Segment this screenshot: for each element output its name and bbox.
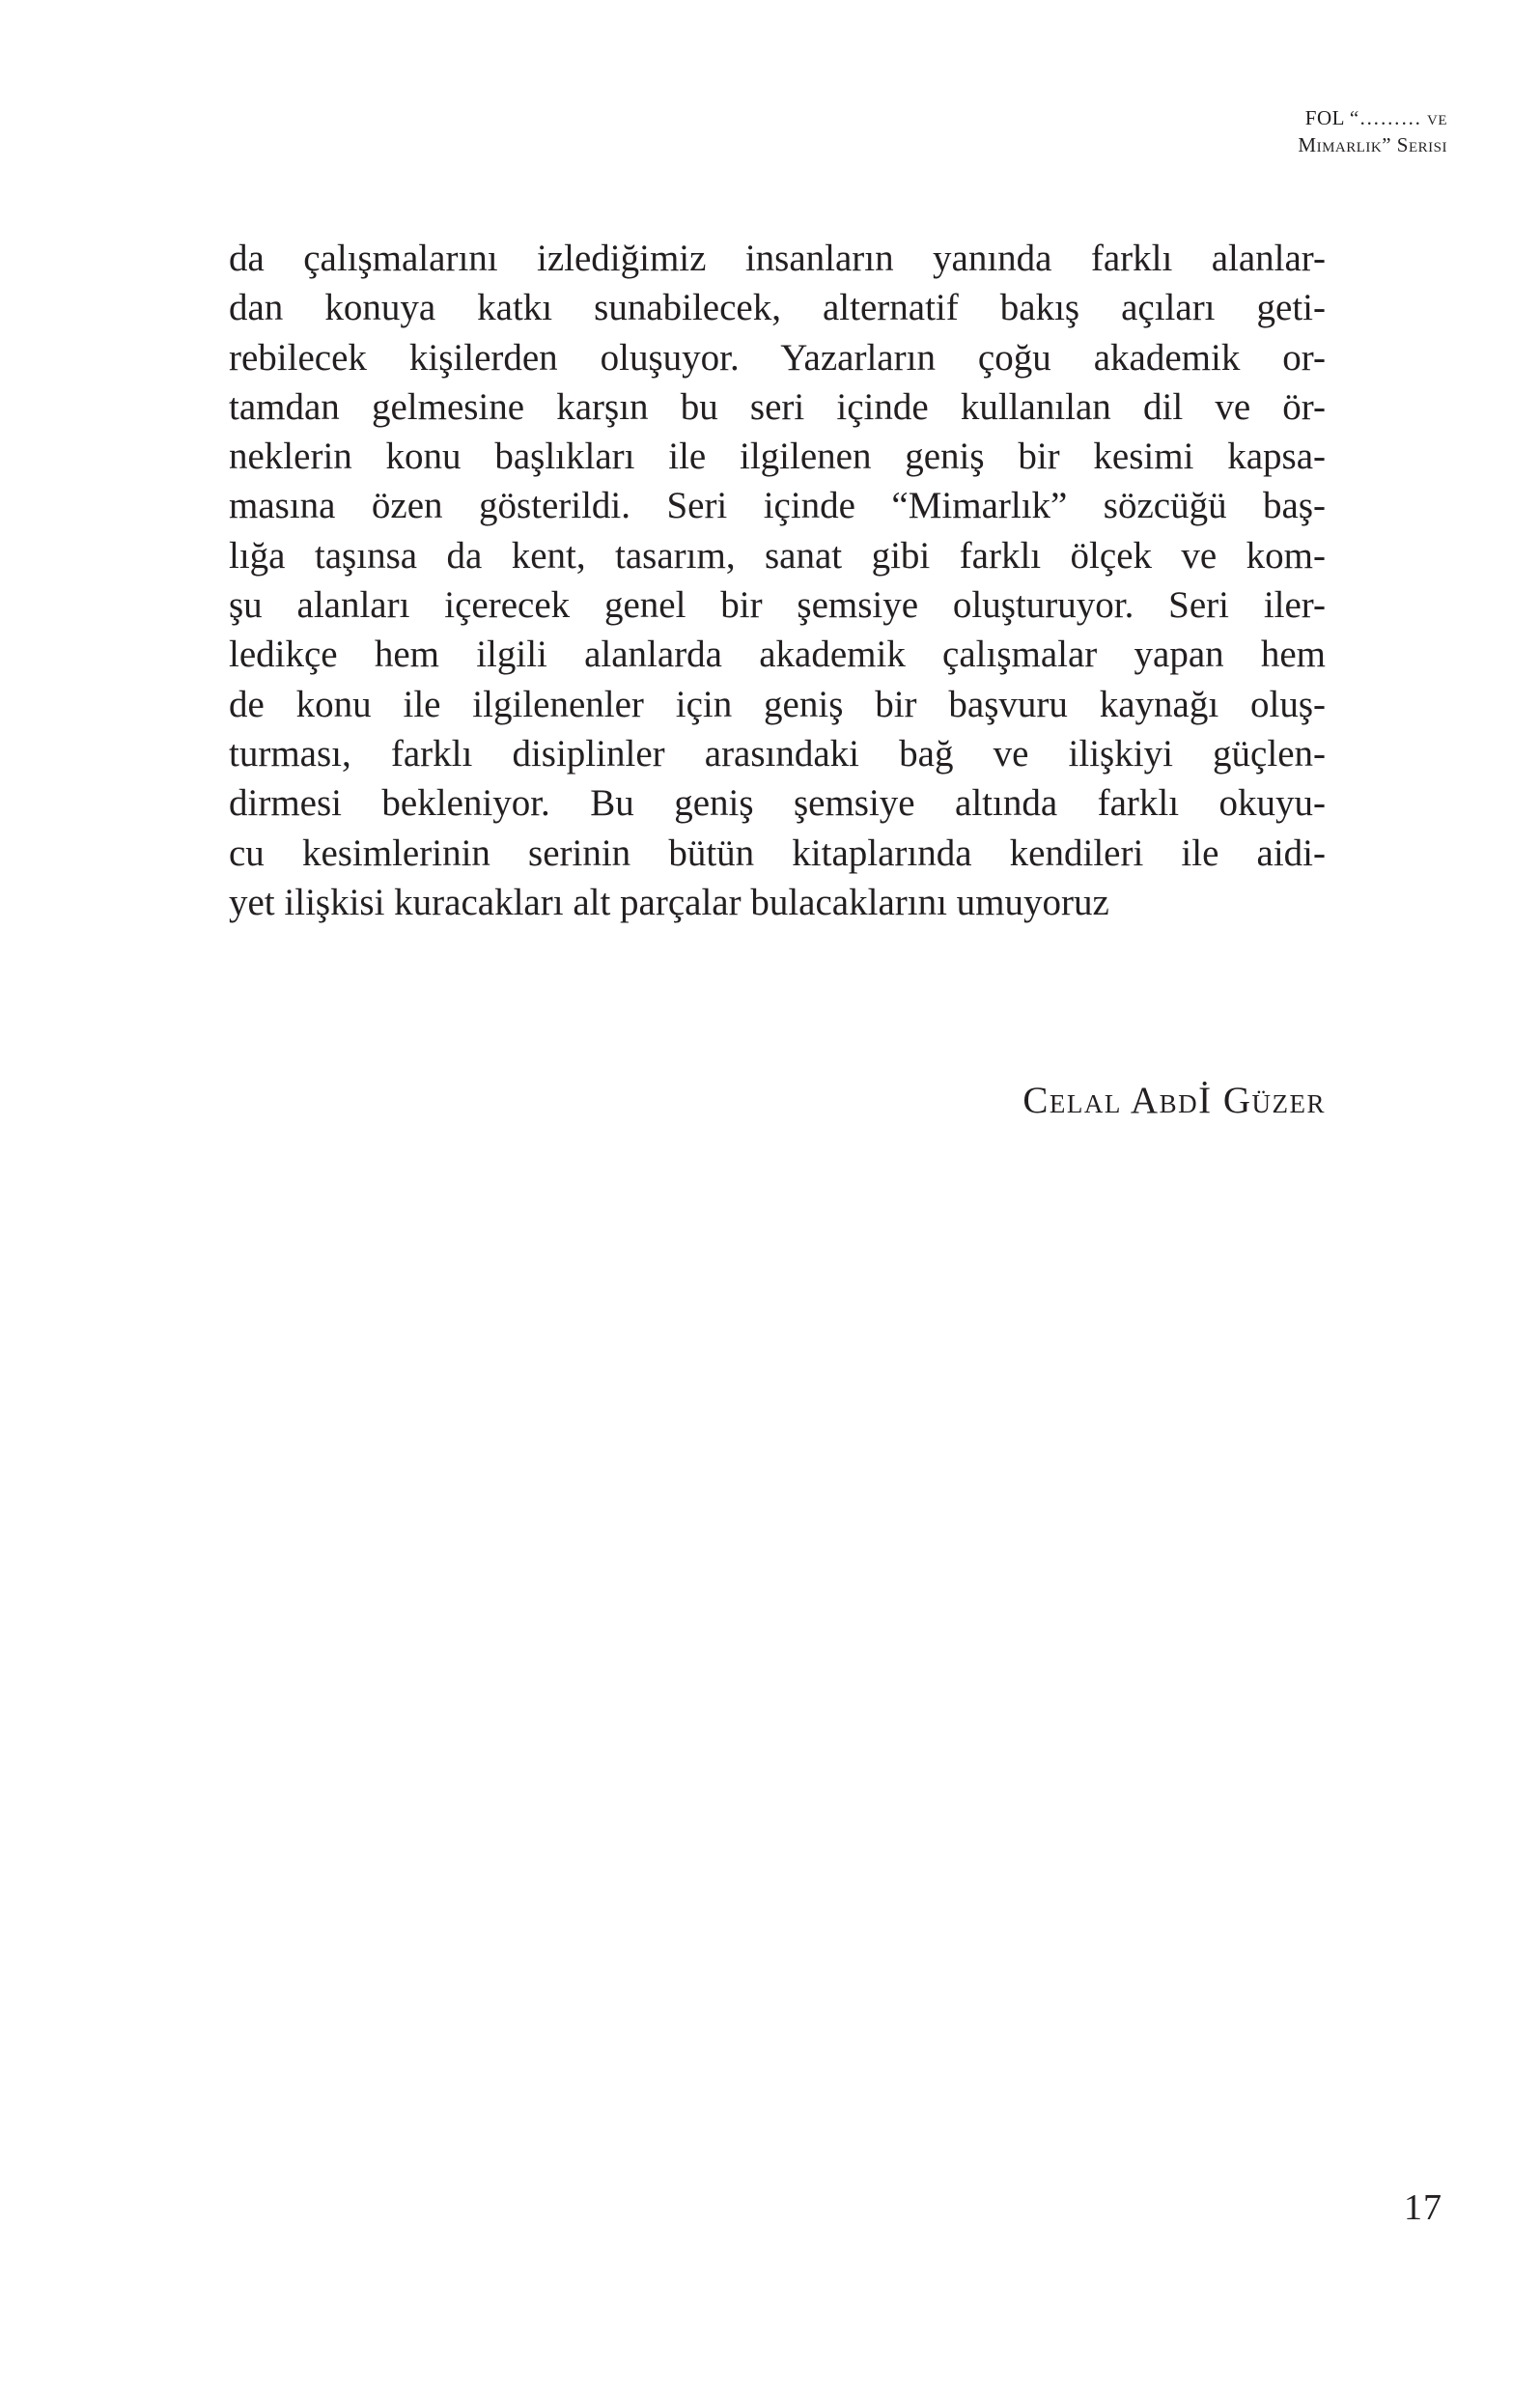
paragraph-line: neklerin konu başlıkları ile ilgilenen geniş bir kesimi kapsa- — [229, 436, 1326, 478]
paragraph-line: rebilecek kişilerden oluşuyor. Yazarların çoğu akademik or- — [229, 336, 1326, 379]
page-number: 17 — [1404, 2187, 1442, 2228]
author-signature: Celal Abdİ Güzer — [1022, 1080, 1326, 1121]
paragraph-line: tamdan gelmesine karşın bu seri içinde kullanılan dil ve ör- — [229, 385, 1326, 428]
paragraph-line: lığa taşınsa da kent, tasarım, sanat gibi farklı ölçek ve kom- — [229, 534, 1326, 577]
running-header-line-1: FOL “……… ve — [1304, 106, 1447, 129]
paragraph-line: de konu ile ilgilenenler için geniş bir başvuru kaynağı oluş- — [229, 683, 1326, 725]
running-header-line-2: Mimarlık” Serisi — [1298, 133, 1447, 156]
paragraph-line: da çalışmalarını izlediğimiz insanların yanında farklı alanlar- — [229, 238, 1326, 279]
paragraph-line: dan konuya katkı sunabilecek, alternatif bakış açıları geti- — [229, 287, 1326, 329]
paragraph-line: turması, farklı disiplinler arasındaki bağ ve ilişkiyi güçlen- — [229, 732, 1326, 775]
paragraph-line: şu alanları içerecek genel bir şemsiye oluşturuyor. Seri iler- — [229, 584, 1326, 627]
running-header — [1298, 104, 1447, 158]
paragraph-line: cu kesimlerinin serinin bütün kitaplarında kendileri ile aidi- — [229, 832, 1326, 874]
paragraph-line: dirmesi bekleniyor. Bu geniş şemsiye altında farklı okuyu- — [229, 782, 1326, 825]
paragraph-line: ledikçe hem ilgili alanlarda akademik çalışmalar yapan hem — [229, 634, 1326, 676]
body-paragraph — [229, 234, 1326, 927]
paragraph-line: yet ilişkisi kuracakları alt parçalar bulacaklarını umuyoruz — [229, 881, 1109, 923]
paragraph-line: masına özen gösterildi. Seri içinde “Mimarlık” sözcüğü baş- — [229, 485, 1326, 527]
